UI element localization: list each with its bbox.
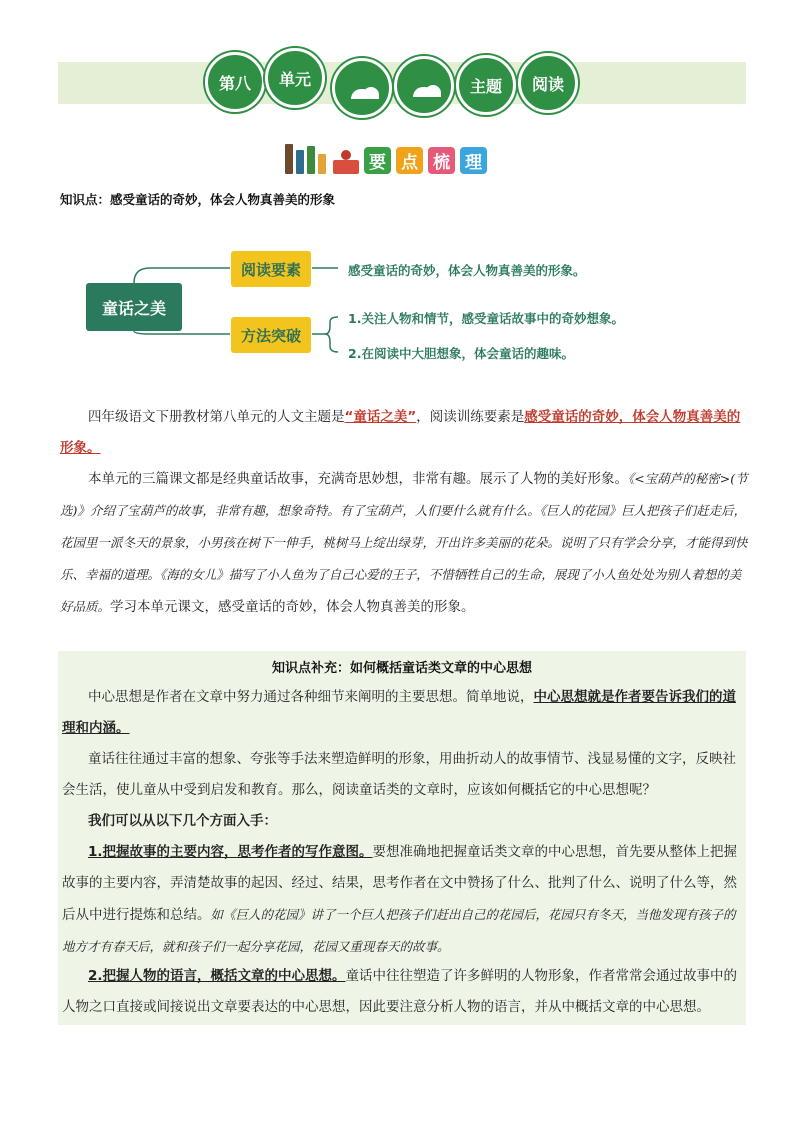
mindmap-connectors (0, 0, 794, 400)
intro-paragraph (60, 402, 750, 464)
supplement-para-4 (62, 837, 746, 963)
summary-paragraph (60, 463, 750, 623)
text-run: ，阅读训练要素是 (416, 409, 525, 425)
mindmap-root: 童话之美 (86, 283, 182, 331)
text-run: 要想准确地把握童话类文章的中心思想，首先要从整体上把握故事的主要内容，弄清楚故事的起因、经过、结果，思考作者在文中赞扬了什么、批判了什么、说明了什么等，然后从中进行提炼和总结。 (62, 844, 738, 923)
mindmap-node-reading: 阅读要素 (231, 251, 311, 287)
bold-underline-text: 2.把握人物的语言，概括文章的中心思想。 (88, 968, 346, 984)
mindmap-node-method: 方法突破 (231, 317, 311, 353)
supplement-para-3: 我们可以从以下几个方面入手： (88, 813, 277, 829)
mindmap-leaf: 感受童话的奇妙，体会人物真善美的形象。 (348, 263, 586, 278)
header-circle-label: 阅读 (531, 74, 564, 94)
mindmap-leaf: 2.在阅读中大胆想象，体会童话的趣味。 (348, 346, 574, 361)
key-points-char: 点 (396, 147, 423, 174)
theme-highlight: “童话之美” (344, 409, 417, 425)
bold-underline-text: 中心思想就是作者要告诉我们的道理和内涵。 (62, 689, 736, 736)
supplement-para-5 (62, 961, 746, 1023)
supplement-title: 知识点补充：如何概括童话类文章的中心思想 (271, 661, 532, 676)
header-circle-label: 第八 (218, 73, 251, 93)
key-points-char: 理 (460, 147, 487, 174)
handwritten-text: 《<宝葫芦的秘密>(节选)》介绍了宝葫芦的故事，非常有趣，想象奇特。有了宝葫芦，人们要什么就有什么。《巨人的花园》巨人把孩子们赶走后，花园里一派冬天的景象，小男孩在树下一伸手，桃树马上绽出绿芽，开出许多美丽的花朵。说明了只有学会分享，才能得到快乐、幸福的道理。《海的女儿》描写了小人鱼为了自己心爱的王子，不惜牺牲自己的生命，展现了小人鱼处处为别人着想的美好品质。 (60, 471, 748, 614)
supplement-para-2: 童话往往通过丰富的想象、夸张等手法来塑造鲜明的形象，用曲折动人的故事情节、浅显易懂的文字，反映社会生活，使儿童从中受到启发和教育。那么，阅读童话类的文章时，应该如何概括它的中心思想呢？ (62, 751, 736, 798)
header-circle-label: 单元 (278, 69, 311, 89)
element-highlight: 感受童话的奇妙，体会人物真善美的形象。 (60, 409, 741, 456)
mindmap-leaf: 1.关注人物和情节，感受童话故事中的奇妙想象。 (348, 311, 624, 326)
supplement-para-1 (62, 682, 746, 744)
text-run: 中心思想是作者在文章中努力通过各种细节来阐明的主要思想。简单地说， (88, 689, 534, 705)
header-circle-label: 主题 (469, 76, 502, 96)
key-points-char: 梳 (428, 147, 455, 174)
text-run: 童话中往往塑造了许多鲜明的人物形象，作者常常会通过故事中的人物之口直接或间接说出文章要表达的中心思想，因此要注意分析人物的语言，并从中概括文章的中心思想。 (62, 968, 738, 1015)
text-run: 四年级语文下册教材第八单元的人文主题是 (88, 409, 345, 425)
text-run: 学习本单元课文，感受童话的奇妙，体会人物真善美的形象。 (110, 599, 475, 615)
key-points-char: 要 (364, 147, 391, 174)
handwritten-text: 如《巨人的花园》讲了一个巨人把孩子们赶出自己的花园后，花园只有冬天，当他发现有孩子的地方才有春天后，就和孩子们一起分享花园，花园又重现春天的故事。 (62, 907, 736, 954)
bold-underline-text: 1.把握故事的主要内容，思考作者的写作意图。 (88, 844, 373, 860)
knowledge-point: 知识点：感受童话的奇妙，体会人物真善美的形象 (60, 192, 336, 207)
text-run: 本单元的三篇课文都是经典童话故事，充满奇思妙想，非常有趣。展示了人物的美好形象。 (88, 471, 628, 487)
